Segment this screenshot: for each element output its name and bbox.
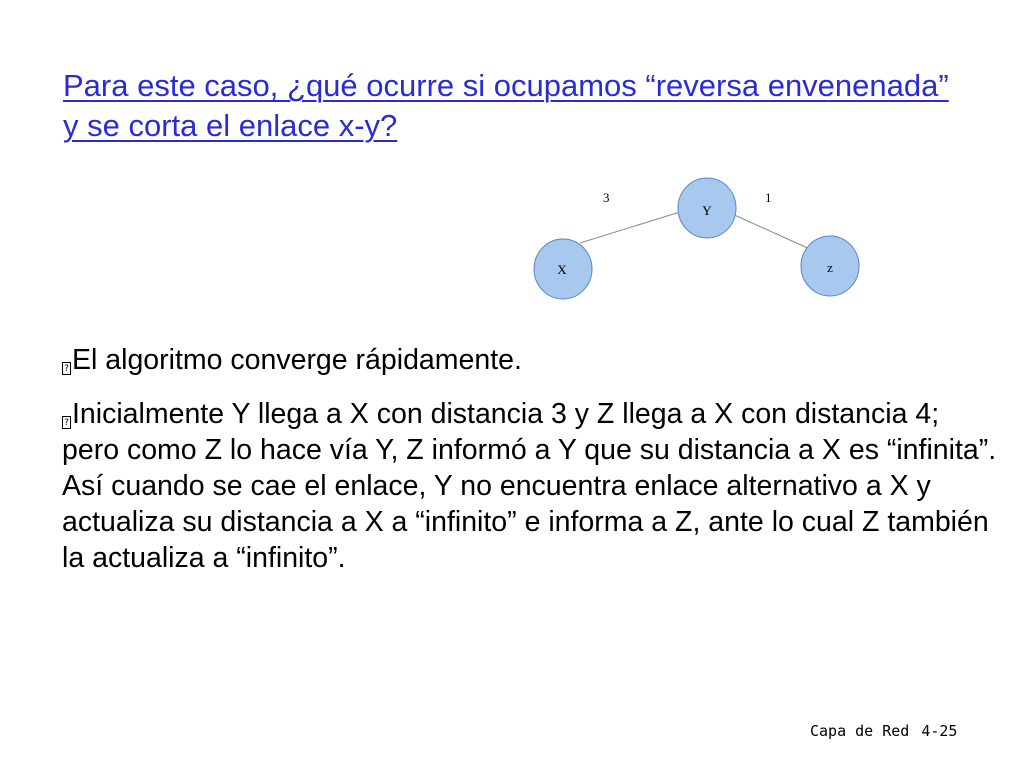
edge-label-x-y: 3 [603,190,610,205]
bullet-text: Inicialmente Y llega a X con distancia 3 y Z llega a X con distancia 4; pero como Z lo hace vía Y, Z informó a Y que su distancia a X es “infinita”. Así cuando se cae el enlace, Y no encuentra enlace alternativo a X y actualiza su distancia a X a “infinito” e informa a Z, ante lo cual Z también la actualiza a “infinito”. [62,398,997,574]
node-z-label: z [827,260,833,275]
bullet-marker-icon: ? [62,362,71,375]
bullet-marker-icon: ? [62,416,71,429]
edge-x-y [580,212,680,243]
footer-section: Capa de Red [810,722,910,740]
node-y-label: Y [702,203,712,218]
edge-label-y-z: 1 [765,190,772,205]
node-z [801,236,859,296]
bullet-item [62,342,1002,378]
node-x [534,239,592,299]
node-x-label: X [557,262,567,277]
page-number: 4-25 [921,722,958,740]
slide-footer [810,722,957,740]
node-y [678,178,736,238]
edge-y-z [730,213,812,250]
slide-title: Para este caso, ¿qué ocurre si ocupamos “reversa envenenada” y se corta el enlace x-y? [63,68,949,143]
bullet-item [62,396,1002,576]
bullet-text: El algoritmo converge rápidamente. [72,344,522,376]
